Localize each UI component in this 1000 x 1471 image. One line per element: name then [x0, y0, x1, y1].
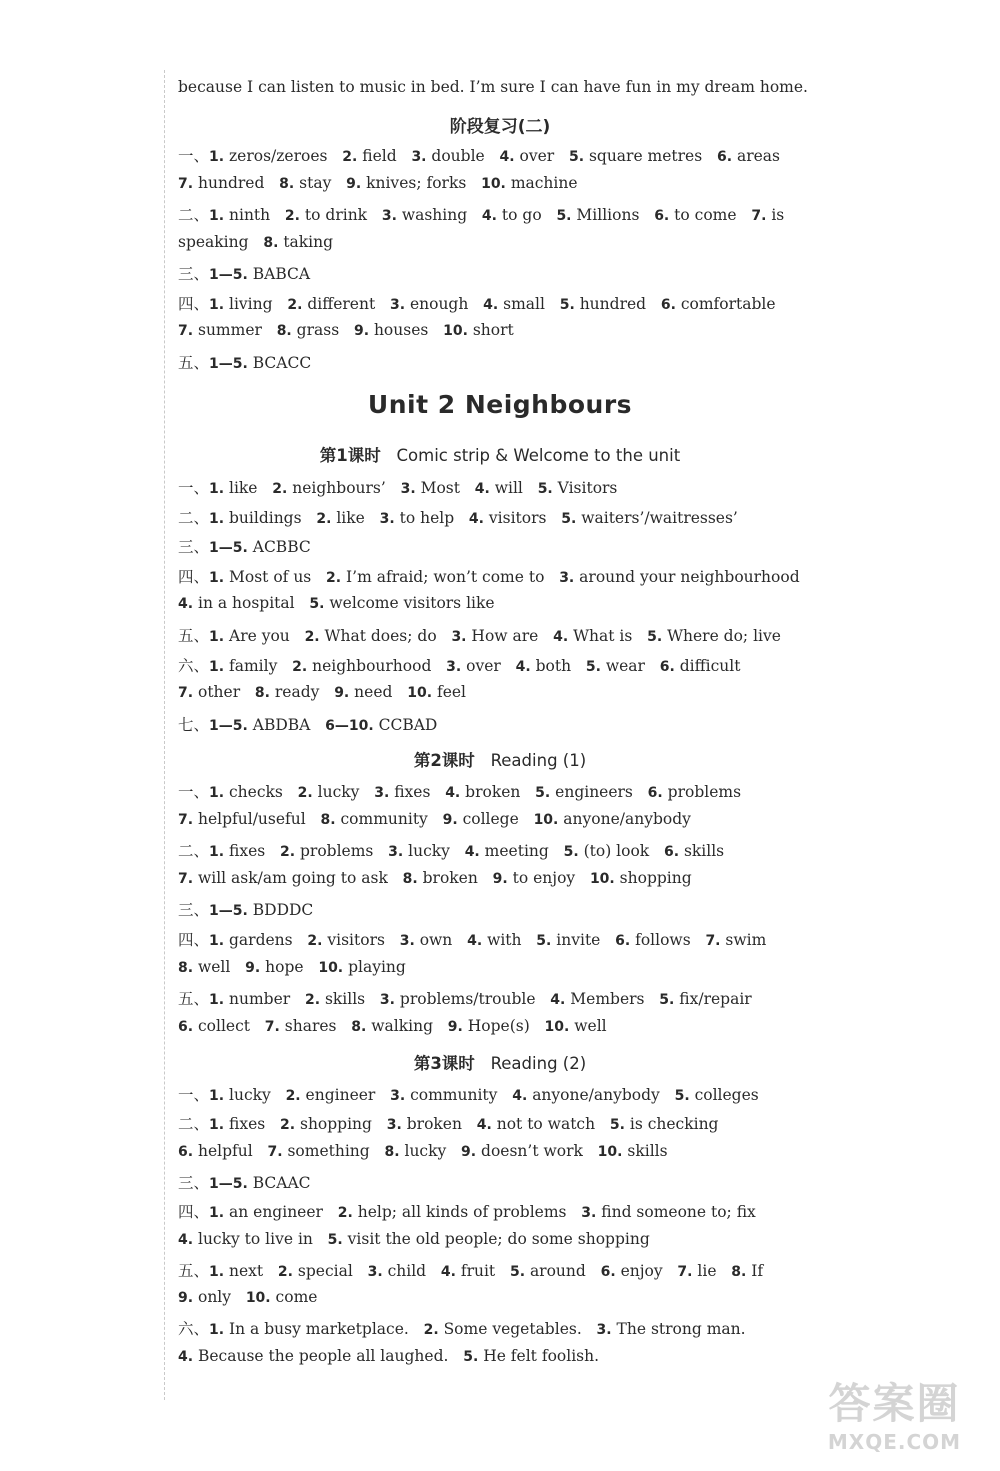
lesson1-answer-line: 七、1—5. ABDBA 6—10. CCBAD — [178, 715, 438, 734]
lesson1-answer-line: 四、1. Most of us 2. I’m afraid; won’t come to 3. around your neighbourhood — [178, 567, 800, 586]
lesson2-answer-line: 一、1. checks 2. lucky 3. fixes 4. broken 5. engineers 6. problems — [178, 783, 742, 801]
intro-line: because I can listen to music in bed. I’m sure I can have fun in my dream home. — [178, 78, 808, 96]
lesson1-answer-line: 五、1. Are you 2. What does; do 3. How are 4. What is 5. Where do; live — [178, 627, 781, 645]
binding-margin-line — [164, 70, 165, 1400]
review-answer-line: 四、1. living 2. different 3. enough 4. small 5. hundred 6. comfortable — [178, 294, 776, 313]
lesson1-heading — [0, 442, 1000, 466]
lesson2-answer-line: 四、1. gardens 2. visitors 3. own 4. with 5. invite 6. follows 7. swim — [178, 931, 767, 949]
review-answer-line: 二、1. ninth 2. to drink 3. washing 4. to go 5. Millions 6. to come 7. is — [178, 206, 785, 224]
lesson2-number: 第2课时 — [413, 751, 475, 770]
review-answer-line: 五、1—5. BCACC — [178, 353, 312, 372]
lesson3-title: Reading (2) — [490, 1054, 587, 1073]
review-answer-line: 三、1—5. BABCA — [178, 265, 311, 283]
lesson1-answer-line: 一、1. like 2. neighbours’ 3. Most 4. will 5. Visitors — [178, 479, 618, 497]
lesson2-answer-line: 五、1. number 2. skills 3. problems/trouble 4. Members 5. fix/repair — [178, 990, 752, 1009]
lesson3-answer-line: 9. only 10. come — [178, 1288, 318, 1307]
review-answer-line: 一、1. zeros/zeroes 2. field 3. double 4. over 5. square metres 6. areas — [178, 147, 780, 165]
review-answer-line: speaking 8. taking — [178, 232, 334, 251]
lesson2-title: Reading (1) — [490, 751, 587, 770]
lesson1-answer-line: 六、1. family 2. neighbourhood 3. over 4. both 5. wear 6. difficult — [178, 656, 741, 675]
review-answer-line: 7. hundred 8. stay 9. knives; forks 10. machine — [178, 173, 578, 192]
lesson1-number: 第1课时 — [319, 446, 381, 465]
lesson3-number: 第3课时 — [413, 1054, 475, 1073]
lesson3-answer-line: 4. lucky to live in 5. visit the old people; do some shopping — [178, 1229, 650, 1248]
lesson3-answer-line: 六、1. In a busy marketplace. 2. Some vegetables. 3. The strong man. — [178, 1320, 746, 1339]
lesson2-answer-line: 二、1. fixes 2. problems 3. lucky 4. meeting 5. (to) look 6. skills — [178, 842, 725, 861]
lesson3-answer-line: 6. helpful 7. something 8. lucky 9. doesn’t work 10. skills — [178, 1141, 668, 1160]
lesson3-answer-line: 四、1. an engineer 2. help; all kinds of problems 3. find someone to; fix — [178, 1203, 756, 1222]
watermark-logo-text: 答案圈 — [828, 1379, 961, 1428]
lesson2-answer-line: 三、1—5. BDDDC — [178, 901, 314, 920]
lesson1-answer-line: 7. other 8. ready 9. need 10. feel — [178, 683, 466, 702]
lesson3-answer-line: 五、1. next 2. special 3. child 4. fruit 5. around 6. enjoy 7. lie 8. If — [178, 1261, 764, 1280]
watermark-url: MXQE.COM — [827, 1430, 962, 1454]
lesson1-answer-line: 三、1—5. ACBBC — [178, 538, 311, 557]
review-heading: 阶段复习(二) — [449, 117, 551, 137]
lesson1-title: Comic strip & Welcome to the unit — [396, 446, 681, 465]
lesson3-heading — [0, 1050, 1000, 1074]
lesson1-answer-line: 二、1. buildings 2. like 3. to help 4. visitors 5. waiters’/waitresses’ — [178, 508, 738, 527]
lesson2-heading — [0, 747, 1000, 771]
lesson3-answer-line: 三、1—5. BCAAC — [178, 1173, 311, 1192]
lesson2-answer-line: 6. collect 7. shares 8. walking 9. Hope(s) 10. well — [178, 1016, 607, 1035]
unit-title: Unit 2 Neighbours — [367, 390, 633, 419]
lesson1-answer-line: 4. in a hospital 5. welcome visitors like — [178, 594, 495, 613]
lesson3-answer-line: 4. Because the people all laughed. 5. He felt foolish. — [178, 1346, 600, 1365]
review-answer-line: 7. summer 8. grass 9. houses 10. short — [178, 321, 514, 339]
watermark-logo — [807, 1379, 982, 1465]
lesson2-answer-line: 7. helpful/useful 8. community 9. college 10. anyone/anybody — [178, 809, 691, 828]
lesson3-answer-line: 二、1. fixes 2. shopping 3. broken 4. not to watch 5. is checking — [178, 1115, 719, 1134]
lesson3-answer-line: 一、1. lucky 2. engineer 3. community 4. anyone/anybody 5. colleges — [178, 1086, 759, 1104]
lesson2-answer-line: 8. well 9. hope 10. playing — [178, 957, 406, 976]
lesson2-answer-line: 7. will ask/am going to ask 8. broken 9. to enjoy 10. shopping — [178, 868, 692, 887]
